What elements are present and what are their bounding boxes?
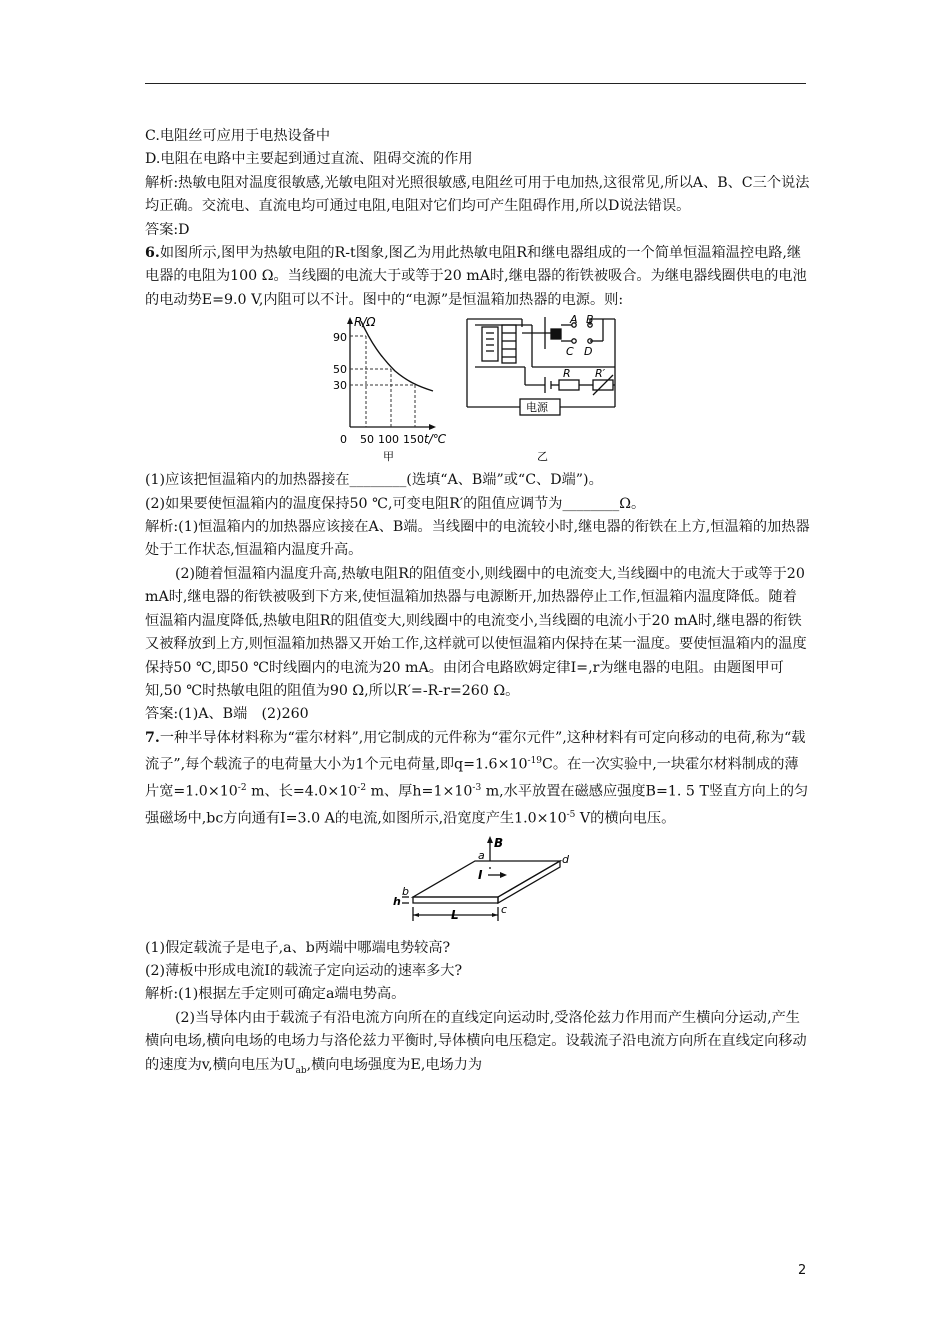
header-rule bbox=[145, 83, 806, 84]
question-6-stem: 如图所示,图甲为热敏电阻的R-t图象,图乙为用此热敏电阻R和继电器组成的一个简单恒温箱温控电路,继电器的电阻为100 Ω。当线圈的电流大于或等于20 mA时,继电器的衔铁被吸合。为继电器线圈供电的电池的电动势E=9.0 V,内阻可以不计。图中的“电源”是恒温箱加热器的电源。则: bbox=[145, 245, 807, 308]
q7-stem-c: m、长=4.0×10 bbox=[246, 784, 358, 800]
q7-stem-b: C。在一次实验中,一块霍尔材料制成的薄片宽=1.0×10 bbox=[145, 756, 799, 800]
q7-stem-f: V的横向电压。 bbox=[575, 811, 676, 828]
label-d: d bbox=[562, 852, 569, 866]
q7-stem-e: m,水平放置在磁感应强度B=1. 5 T竖直方向上的匀强磁场中,bc方向通有I=3.0 A的电流,如图所示,沿宽度产生1.0×10 bbox=[145, 784, 809, 828]
label-l: L bbox=[451, 907, 459, 922]
label-h: h bbox=[393, 894, 401, 908]
q7-exp-c: -2 bbox=[357, 783, 367, 794]
jia-ytick-90: 90 bbox=[333, 331, 347, 345]
jia-y-label: R/Ω bbox=[354, 315, 376, 330]
label-a: a bbox=[478, 848, 485, 862]
circuit-label-d: D bbox=[584, 345, 593, 359]
jia-x-label: t/℃ bbox=[424, 432, 447, 447]
circuit-label-rprime: R′ bbox=[595, 367, 606, 381]
plate-top bbox=[413, 861, 560, 897]
circuit-label-b: B bbox=[586, 315, 594, 327]
graph-jia bbox=[333, 315, 447, 463]
jia-xtick-100: 100 bbox=[378, 433, 399, 447]
circuit-label-c: C bbox=[566, 345, 574, 359]
label-b-end: b bbox=[402, 884, 409, 898]
q7-analysis2-end: ,横向电场强度为E,电场力为 bbox=[306, 1056, 483, 1073]
figure-q7-svg bbox=[145, 835, 810, 933]
question-7 bbox=[145, 727, 810, 832]
label-c: c bbox=[501, 902, 508, 916]
q7-exp-e: -5 bbox=[566, 810, 576, 821]
label-b-field: B bbox=[494, 835, 504, 850]
figure-q6 bbox=[145, 315, 810, 465]
option-d: D.电阻在电路中主要起到通过直流、阻碍交流的作用 bbox=[145, 151, 473, 168]
answer-q5: 答案:D bbox=[145, 221, 190, 238]
figure-q7 bbox=[145, 835, 810, 933]
q6-sub2: (2)如果要使恒温箱内的温度保持50 ℃,可变电阻R′的阻值应调节为________Ω。 bbox=[145, 495, 646, 512]
question-6 bbox=[145, 242, 810, 312]
q6-sub1: (1)应该把恒温箱内的加热器接在________(选填“A、B端”或“C、D端”)。 bbox=[145, 472, 603, 489]
question-7-number: 7. bbox=[145, 729, 160, 746]
power-source-label: 电源 bbox=[526, 401, 548, 415]
circuit-label-a: A bbox=[570, 315, 578, 327]
q7-sub1: (1)假定载流子是电子,a、b两端中哪端电势较高? bbox=[145, 939, 451, 956]
jia-xtick-150: 150 bbox=[403, 433, 424, 447]
figure-q6-svg bbox=[145, 315, 810, 465]
page-number: 2 bbox=[798, 1263, 807, 1278]
jia-ytick-50: 50 bbox=[333, 363, 347, 377]
q7-analysis2 bbox=[145, 1007, 810, 1083]
q7-sub2: (2)薄板中形成电流I的载流子定向运动的速率多大? bbox=[145, 962, 463, 979]
q6-analysis2: (2)随着恒温箱内温度升高,热敏电阻R的阻值变小,则线圈中的电流变大,当线圈中的电流大于或等于20 mA时,继电器的衔铁被吸到下方来,使恒温箱加热器与电源断开,加热器停止工作,恒温箱内温度降低。随着恒温箱内温度降低,热敏电阻R的阻值变大,则线圈中的电流变小,当线圈的电流小于20 mA时,继电器的衔铁又被释放到上方,则恒温箱加热器又开始工作,这样就可以使恒温箱内保持在某一温度。要使恒温箱内的温度保持50 ℃,即50 ℃时线圈内的电流为20 mA。由闭合电路欧姆定律I=,r为继电器的电阻。由题图甲可知,50 ℃时热敏电阻的阻值为90 Ω,所以R′=-R-r=260 Ω。 bbox=[145, 565, 807, 699]
question-6-number: 6. bbox=[145, 245, 160, 262]
jia-xtick-50: 50 bbox=[360, 433, 374, 447]
rt-curve bbox=[361, 321, 433, 391]
analysis-q5: 解析:热敏电阻对温度很敏感,光敏电阻对光照很敏感,电阻丝可用于电加热,这很常见,所以A、B、C三个说法均正确。交流电、直流电均可通过电阻,电阻对它们均可产生阻碍作用,所以D说法错误。 bbox=[145, 174, 810, 215]
plate-front bbox=[413, 897, 498, 903]
q7-exp-d: -3 bbox=[472, 783, 482, 794]
q7-analysis1: 解析:(1)根据左手定则可确定a端电势高。 bbox=[145, 986, 406, 1003]
q6-answer: 答案:(1)A、B端 (2)260 bbox=[145, 706, 309, 723]
q7-stem-d: m、厚h=1×10 bbox=[366, 784, 473, 800]
q7-exp-a: -19 bbox=[527, 756, 543, 767]
q7-stem-a: 一种半导体材料称为“霍尔材料”,用它制成的元件称为“霍尔元件”,这种材料有可定向移动的电荷,称为“载流子”,每个载流子的电荷量大小为1个元电荷量,即q=1.6×10 bbox=[145, 729, 806, 773]
document-body bbox=[145, 125, 810, 1083]
option-c: C.电阻丝可应用于电热设备中 bbox=[145, 128, 331, 144]
jia-ytick-30: 30 bbox=[333, 379, 347, 393]
plate-side bbox=[498, 861, 560, 903]
jia-xtick-0: 0 bbox=[340, 433, 347, 447]
jia-caption: 甲 bbox=[383, 450, 394, 464]
q7-exp-b: -2 bbox=[237, 783, 247, 794]
q7-analysis2-sub: ab bbox=[295, 1065, 307, 1076]
circuit-label-r: R bbox=[563, 367, 571, 381]
q7-analysis2-text: (2)当导体内由于载流子有沿电流方向所在的直线定向运动时,受洛伦兹力作用而产生横向分运动,产生横向电场,横向电场的电场力与洛伦兹力平衡时,导体横向电压稳定。设载流子沿电流方向所在直线定向移动的速度为v,横向电压为U bbox=[145, 1009, 807, 1073]
q6-analysis1: 解析:(1)恒温箱内的加热器应该接在A、B端。当线圈中的电流较小时,继电器的衔铁在上方,恒温箱的加热器处于工作状态,恒温箱内温度升高。 bbox=[145, 519, 810, 559]
label-current: I bbox=[478, 867, 483, 882]
yi-caption: 乙 bbox=[537, 450, 548, 464]
